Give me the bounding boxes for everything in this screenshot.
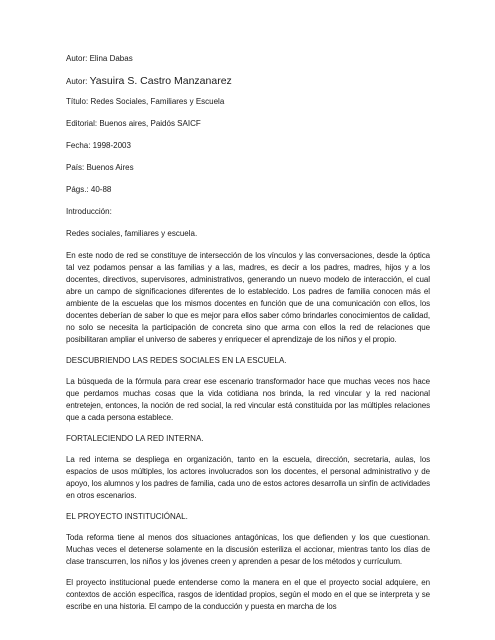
introduction-label: Introducción: bbox=[66, 207, 112, 216]
body-paragraph: La red interna se despliega en organización, tanto en la escuela, dirección, secretaria, aulas, los espacios de usos múltiples, los actores involucrados son los docentes, el personal administrativo y de apoyo, los alumnos y los padres de familia, cada uno de estos actores desarrolla un sinfín de actividades en otros escenarios. bbox=[66, 455, 430, 500]
section-heading: DESCUBRIENDO LAS REDES SOCIALES EN LA ESCUELA. bbox=[66, 356, 287, 365]
pages-line: Págs.: 40-88 bbox=[66, 185, 112, 194]
country-line: País: Buenos Aires bbox=[66, 163, 134, 172]
body-paragraph: Toda reforma tiene al menos dos situaciones antagónicas, los que defienden y los que cuestionan. Muchas veces el detenerse solamente en la discusión esteriliza el accionar, mientras tanto los días de clase transcurren, los niños y los jóvenes creen y aprenden a pesar de los métodos y currículum. bbox=[66, 533, 430, 566]
body-paragraph: En este nodo de red se constituye de intersección de los vínculos y las conversaciones, desde la óptica tal vez podamos pensar a las familias y a las, madres, es decir a los padres, madres, hijos y a los docentes, directivos, supervisores, administrativos, generando un nuevo modelo de interacción, el cual abre un campo de significaciones diferentes de lo establecido. Los padres de familia conocen más el ambiente de la escuelas que los mismos docentes en función que de una comunicación con ellos, los docentes deberían de saber lo que es mejor para ellos saber cómo brindarles conocimientos de calidad, no solo se necesita la participación de concreta sino que arma con ellos la red de relaciones que posibilitaran ampliar el universo de saberes y enriquecer el aprendizaje de los niños y el propio. bbox=[66, 251, 430, 344]
publisher-line: Editorial: Buenos aires, Paidós SAICF bbox=[66, 119, 201, 128]
section-heading: EL PROYECTO INSTITUCIÓNAL. bbox=[66, 512, 188, 521]
author-label: Autor: bbox=[66, 77, 90, 86]
author-line-secondary bbox=[66, 75, 430, 88]
introduction-subtitle: Redes sociales, familiares y escuela. bbox=[66, 229, 198, 238]
date-line: Fecha: 1998-2003 bbox=[66, 141, 131, 150]
document-body bbox=[66, 53, 430, 622]
title-line: Título: Redes Sociales, Familiares y Escuela bbox=[66, 97, 225, 106]
author-name: Yasuira S. Castro Manzanarez bbox=[89, 75, 232, 87]
body-paragraph: El proyecto institucional puede entenderse como la manera en el que el proyecto social adquiere, en contextos de acción específica, rasgos de identidad propios, según el modo en el que se interpreta y se escribe en una historia. El campo de la conducción y puesta en marcha de los bbox=[66, 578, 430, 611]
author-line: Autor: Elina Dabas bbox=[66, 54, 133, 63]
body-paragraph: La búsqueda de la fórmula para crear ese escenario transformador hace que muchas veces nos hace que perdamos muchas cosas que la vida cotidiana nos brinda, la red vincular y la red nacional entretejen, entonces, la noción de red social, la red vincular está constituida por las múltiples relaciones que a cada persona establece. bbox=[66, 377, 430, 422]
section-heading: FORTALECIENDO LA RED INTERNA. bbox=[66, 434, 204, 443]
